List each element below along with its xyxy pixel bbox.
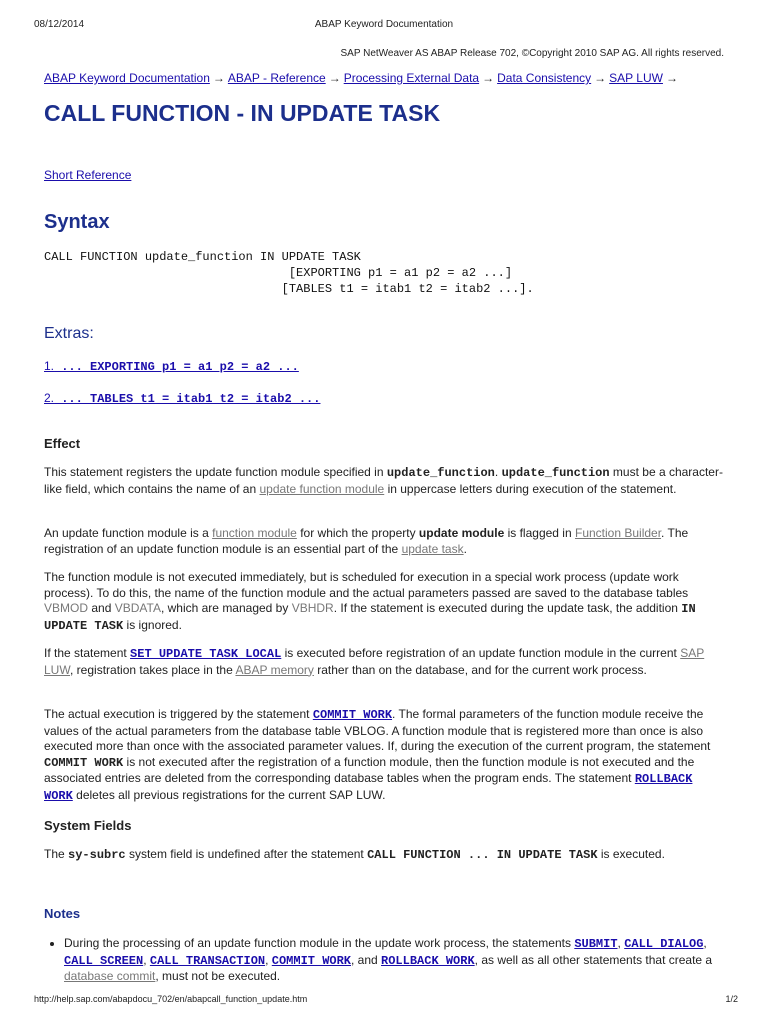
extra-number: 2. — [44, 391, 55, 405]
link-sap-luw[interactable]: SAP LUW — [44, 646, 705, 677]
link-function-builder[interactable]: Function Builder — [574, 526, 662, 540]
link-update-task[interactable]: update task — [401, 541, 464, 556]
breadcrumb-separator: → — [212, 71, 225, 85]
extras-heading: Extras: — [44, 325, 94, 342]
keyword-link-commit-work[interactable]: COMMIT WORK — [312, 708, 393, 722]
keyword-link-rollback-work[interactable]: ROLLBACK WORK — [381, 953, 475, 968]
system-fields-heading: System Fields — [44, 818, 132, 833]
breadcrumb-item-processing-external-data[interactable]: Processing External Data — [343, 71, 480, 85]
keyword-link-rollback-work[interactable]: ROLLBACK WORK — [44, 772, 693, 803]
link-database-commit[interactable]: database commit — [64, 969, 156, 983]
extra-code: ... TABLES t1 = itab1 t2 = itab2 ... — [54, 392, 321, 406]
effect-paragraph-3: The function module is not executed immediately, but is scheduled for execution in a special work process (update work process). To do this, the name of the function module and the actual parameters passed are saved to the database tables VBMOD and VBDATA, which are managed by VBHDR. If the statement is executed during the update task, the addition IN UPDATE TASK is ignored. — [44, 570, 696, 633]
breadcrumb-item-data-consistency[interactable]: Data Consistency — [497, 71, 592, 85]
effect-paragraph-1: This statement registers the update function module specified in update_function. update_function must be a character-like field, which contains the name of an update function module in uppercase letters during execution of the statement. — [44, 465, 723, 496]
print-title: ABAP Keyword Documentation — [314, 19, 454, 30]
breadcrumb-separator: → — [594, 71, 607, 85]
effect-paragraph-2: An update function module is a function module for which the property update module is flagged in Function Builder. The registration of an update function module is an essential part of the update task. — [44, 526, 689, 556]
keyword-link-call-screen[interactable]: CALL SCREEN — [64, 953, 144, 968]
keyword-link-commit-work[interactable]: COMMIT WORK — [271, 953, 351, 968]
short-reference-link[interactable]: Short Reference — [44, 168, 132, 182]
link-abap-memory[interactable]: ABAP memory — [235, 662, 314, 677]
keyword-link-set-update-task-local[interactable]: SET UPDATE TASK LOCAL — [130, 647, 282, 661]
syntax-heading: Syntax — [44, 211, 110, 233]
breadcrumb — [44, 71, 724, 85]
system-fields-paragraph: The sy-subrc system field is undefined after the statement CALL FUNCTION ... IN UPDATE TASK is executed. — [44, 847, 665, 862]
effect-paragraph-4: If the statement SET UPDATE TASK LOCAL is executed before registration of an update function module in the current SAP LUW, registration takes place in the ABAP memory rather than on the database, and for the current work process. — [44, 646, 705, 677]
link-update-function-module[interactable]: update function module — [259, 481, 385, 496]
keyword-link-call-transaction[interactable]: CALL TRANSACTION — [149, 953, 266, 968]
extra-link-tables[interactable] — [44, 391, 320, 405]
copyright-notice: SAP NetWeaver AS ABAP Release 702, ©Copyright 2010 SAP AG. All rights reserved. — [340, 48, 724, 59]
extra-number: 1. — [44, 359, 55, 373]
syntax-line: [TABLES t1 = itab1 t2 = itab2 ...]. — [44, 282, 534, 296]
link-function-module[interactable]: function module — [212, 526, 297, 540]
footer-url: http://help.sap.com/abapdocu_702/en/abapcall_function_update.htm — [34, 994, 308, 1004]
breadcrumb-item-sap-luw[interactable]: SAP LUW — [609, 71, 663, 85]
page-title: CALL FUNCTION - IN UPDATE TASK — [44, 100, 441, 126]
syntax-line: CALL FUNCTION update_function IN UPDATE TASK — [44, 250, 361, 264]
breadcrumb-separator: → — [328, 71, 341, 85]
syntax-code-block — [44, 249, 724, 297]
breadcrumb-item-reference[interactable]: ABAP - Reference — [227, 71, 326, 85]
extra-link-exporting[interactable] — [44, 359, 299, 373]
notes-list — [44, 936, 724, 985]
keyword-link-submit[interactable]: SUBMIT — [574, 937, 618, 951]
breadcrumb-separator: → — [482, 71, 495, 85]
breadcrumb-item-keyword-documentation[interactable]: ABAP Keyword Documentation — [44, 71, 210, 85]
effect-paragraph-5: The actual execution is triggered by the statement COMMIT WORK. The formal parameters of the function module receive the values of the actual parameters from the database table VBLOG. A function module that is registered more than once is also executed more than once with the associated parameter values. If, during the execution of the current program, the statement COMMIT WORK is not executed after the registration of a function module, then the function module is not executed and the associated entries are deleted from the corresponding database tables when the program ends. The statement ROLLBACK WORK deletes all previous registrations for the current SAP LUW. — [44, 707, 711, 803]
notes-heading: Notes — [44, 906, 81, 921]
print-date: 08/12/2014 — [34, 19, 85, 30]
footer-page-number: 1/2 — [725, 994, 738, 1004]
keyword-link-call-dialog[interactable]: CALL DIALOG — [624, 937, 704, 951]
syntax-line: [EXPORTING p1 = a1 p2 = a2 ...] — [44, 266, 513, 280]
breadcrumb-separator: → — [665, 71, 678, 85]
list-item: • During the processing of an update function module in the update work process, the statements SUBMIT, CALL DIALOG, CALL SCREEN, CALL TRANSACTION, COMMIT WORK, and ROLLBACK WORK, as well as all other statements that create a database commit, must not be executed. — [64, 936, 724, 985]
effect-heading: Effect — [44, 436, 81, 451]
extra-code: ... EXPORTING p1 = a1 p2 = a2 ... — [54, 360, 299, 374]
